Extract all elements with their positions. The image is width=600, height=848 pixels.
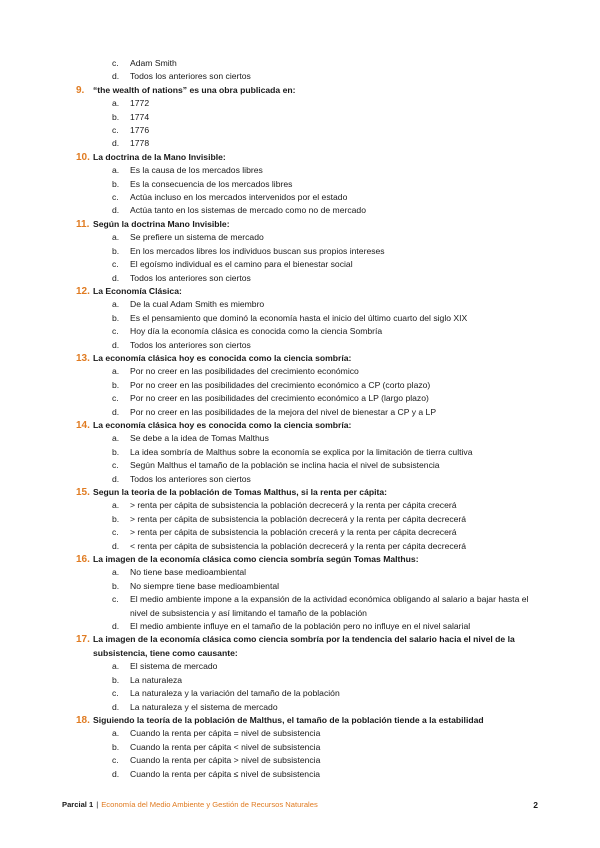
option-text: > renta per cápita de subsistencia la población crecerá y la renta per cápita decrecerá bbox=[130, 527, 457, 538]
option-letter: a. bbox=[112, 299, 120, 310]
page-footer bbox=[62, 800, 538, 810]
option-text: Es la consecuencia de los mercados libres bbox=[130, 178, 293, 189]
question-number: 17. bbox=[76, 634, 90, 646]
footer-course: Economía del Medio Ambiente y Gestión de Recursos Naturales bbox=[101, 800, 318, 809]
page-number: 2 bbox=[533, 800, 538, 810]
answer-option bbox=[76, 473, 546, 486]
question-text: La economía clásica hoy es conocida como la ciencia sombría: bbox=[93, 419, 352, 430]
answer-option bbox=[76, 339, 546, 352]
question-text: Según la doctrina Mano Invisible: bbox=[93, 218, 230, 229]
option-text: No siempre tiene base medioambiental bbox=[130, 580, 280, 591]
question-number: 18. bbox=[76, 714, 90, 726]
option-letter: a. bbox=[112, 728, 120, 739]
question-text: La economía clásica hoy es conocida como la ciencia sombría: bbox=[93, 352, 352, 363]
option-letter: d. bbox=[112, 339, 120, 350]
option-letter: a. bbox=[112, 433, 120, 444]
answer-option bbox=[76, 70, 546, 83]
option-letter: d. bbox=[112, 138, 120, 149]
option-text: > renta per cápita de subsistencia la población decrecerá y la renta per cápita decrecerá bbox=[130, 513, 467, 524]
question-text: La doctrina de la Mano Invisible: bbox=[93, 151, 226, 162]
question-number: 10. bbox=[76, 151, 90, 163]
option-text: Por no creer en las posibilidades del crecimiento económico bbox=[130, 366, 359, 377]
question bbox=[76, 633, 546, 660]
answer-option bbox=[76, 57, 546, 70]
answer-option bbox=[76, 580, 546, 593]
answer-option bbox=[76, 674, 546, 687]
option-text: De la cual Adam Smith es miembro bbox=[130, 299, 265, 310]
option-letter: a. bbox=[112, 232, 120, 243]
answer-option bbox=[76, 312, 546, 325]
option-text: Hoy día la economía clásica es conocida como la ciencia Sombría bbox=[130, 326, 383, 337]
question bbox=[76, 218, 546, 231]
question-text: “the wealth of nations” es una obra publicada en: bbox=[93, 84, 296, 95]
option-letter: d. bbox=[112, 540, 120, 551]
question bbox=[76, 714, 546, 727]
answer-option bbox=[76, 258, 546, 271]
question-number: 16. bbox=[76, 554, 90, 566]
answer-option bbox=[76, 754, 546, 767]
option-letter: c. bbox=[112, 594, 119, 605]
option-text: Es la causa de los mercados libres bbox=[130, 165, 263, 176]
option-letter: d. bbox=[112, 205, 120, 216]
answer-option bbox=[76, 191, 546, 204]
answer-option bbox=[76, 566, 546, 579]
option-text: Actúa tanto en los sistemas de mercado como no de mercado bbox=[130, 205, 366, 216]
option-text: En los mercados libres los individuos buscan sus propios intereses bbox=[130, 245, 385, 256]
option-text: La naturaleza bbox=[130, 674, 183, 685]
option-letter: a. bbox=[112, 567, 120, 578]
option-text: Según Malthus el tamaño de la población se inclina hacia el nivel de subsistencia bbox=[130, 460, 440, 471]
option-text: La idea sombría de Malthus sobre la economía se explica por la limitación de tierra cultiva bbox=[130, 446, 473, 457]
option-text: La naturaleza y el sistema de mercado bbox=[130, 701, 278, 712]
option-letter: d. bbox=[112, 406, 120, 417]
option-text: 1774 bbox=[130, 111, 150, 122]
option-letter: c. bbox=[112, 259, 119, 270]
question bbox=[76, 285, 546, 298]
question bbox=[76, 151, 546, 164]
option-letter: a. bbox=[112, 98, 120, 109]
option-text: Por no creer en las posibilidades del crecimiento económico a LP (largo plazo) bbox=[130, 393, 429, 404]
option-text: No tiene base medioambiental bbox=[130, 567, 247, 578]
answer-option bbox=[76, 406, 546, 419]
option-text: Por no creer en las posibilidades del crecimiento económico a CP (corto plazo) bbox=[130, 379, 431, 390]
option-letter: b. bbox=[112, 513, 120, 524]
question-number: 9. bbox=[76, 84, 85, 96]
footer-label: Parcial 1 bbox=[62, 800, 94, 809]
option-letter: d. bbox=[112, 473, 120, 484]
option-text: Actúa incluso en los mercados intervenidos por el estado bbox=[130, 192, 348, 203]
answer-option bbox=[76, 768, 546, 781]
answer-option bbox=[76, 741, 546, 754]
question-text: La imagen de la economía clásica como ciencia sombría por la tendencia del salario hacia el nivel de la subsistencia, tiene como causante: bbox=[93, 634, 515, 658]
option-letter: b. bbox=[112, 379, 120, 390]
footer-separator: | bbox=[96, 800, 99, 809]
question bbox=[76, 84, 546, 97]
answer-option bbox=[76, 379, 546, 392]
option-text: < renta per cápita de subsistencia la población decrecerá y la renta per cápita decrecerá bbox=[130, 540, 467, 551]
question bbox=[76, 352, 546, 365]
answer-option bbox=[76, 593, 546, 620]
option-letter: d. bbox=[112, 272, 120, 283]
question-list bbox=[76, 57, 546, 781]
answer-option bbox=[76, 124, 546, 137]
option-letter: d. bbox=[112, 701, 120, 712]
option-letter: d. bbox=[112, 621, 120, 632]
option-text: Por no creer en las posibilidades de la mejora del nivel de bienestar a CP y a LP bbox=[130, 406, 437, 417]
option-letter: b. bbox=[112, 741, 120, 752]
question bbox=[76, 553, 546, 566]
question bbox=[76, 419, 546, 432]
answer-option bbox=[76, 137, 546, 150]
question-text: La Economía Clásica: bbox=[93, 285, 182, 296]
option-text: El sistema de mercado bbox=[130, 661, 218, 672]
option-letter: c. bbox=[112, 755, 119, 766]
answer-option bbox=[76, 178, 546, 191]
answer-option bbox=[76, 231, 546, 244]
question-number: 15. bbox=[76, 487, 90, 498]
answer-option bbox=[76, 446, 546, 459]
option-text: Cuando la renta per cápita ≤ nivel de subsistencia bbox=[130, 768, 321, 779]
answer-option bbox=[76, 432, 546, 445]
option-letter: b. bbox=[112, 312, 120, 323]
answer-option bbox=[76, 164, 546, 177]
question-number: 12. bbox=[76, 285, 90, 297]
option-letter: c. bbox=[112, 192, 119, 203]
option-letter: d. bbox=[112, 71, 120, 82]
option-letter: b. bbox=[112, 178, 120, 189]
option-letter: c. bbox=[112, 58, 119, 68]
answer-option bbox=[76, 298, 546, 311]
answer-option bbox=[76, 701, 546, 714]
answer-option bbox=[76, 245, 546, 258]
option-text: El medio ambiente impone a la expansión de la actividad económica obligando al salario a bajar hasta el nivel de subsistencia y así limitando el tamaño de la población bbox=[130, 594, 529, 618]
answer-option bbox=[76, 111, 546, 124]
option-letter: c. bbox=[112, 688, 119, 699]
question-text: La imagen de la economía clásica como ciencia sombría según Tomas Malthus: bbox=[93, 554, 419, 565]
option-letter: c. bbox=[112, 393, 119, 404]
answer-option bbox=[76, 97, 546, 110]
option-text: El egoísmo individual es el camino para el bienestar social bbox=[130, 259, 353, 270]
answer-option bbox=[76, 660, 546, 673]
answer-option bbox=[76, 620, 546, 633]
option-letter: a. bbox=[112, 661, 120, 672]
option-text: 1772 bbox=[130, 98, 150, 109]
option-text: > renta per cápita de subsistencia la población decrecerá y la renta per cápita crecerá bbox=[130, 500, 457, 511]
option-text: Todos los anteriores son ciertos bbox=[130, 272, 251, 283]
question-number: 14. bbox=[76, 419, 90, 431]
answer-option bbox=[76, 687, 546, 700]
option-text: Adam Smith bbox=[130, 58, 177, 68]
option-letter: a. bbox=[112, 500, 120, 511]
option-letter: b. bbox=[112, 245, 120, 256]
question-text: Segun la teoria de la población de Tomas Malthus, si la renta per cápita: bbox=[93, 487, 388, 497]
answer-option bbox=[76, 272, 546, 285]
option-letter: c. bbox=[112, 460, 119, 471]
question bbox=[76, 486, 546, 499]
option-text: Cuando la renta per cápita > nivel de subsistencia bbox=[130, 755, 321, 766]
option-letter: c. bbox=[112, 326, 119, 337]
option-text: El medio ambiente influye en el tamaño de la población pero no influye en el nivel salarial bbox=[130, 621, 471, 632]
option-text: Cuando la renta per cápita = nivel de subsistencia bbox=[130, 728, 321, 739]
option-letter: a. bbox=[112, 366, 120, 377]
answer-option bbox=[76, 325, 546, 338]
answer-option bbox=[76, 513, 546, 526]
answer-option bbox=[76, 499, 546, 512]
option-text: 1776 bbox=[130, 125, 150, 136]
answer-option bbox=[76, 204, 546, 217]
option-text: Es el pensamiento que dominó la economía hasta el inicio del último cuarto del siglo XIX bbox=[130, 312, 468, 323]
answer-option bbox=[76, 727, 546, 740]
question-number: 11. bbox=[76, 218, 90, 230]
answer-option bbox=[76, 526, 546, 539]
option-text: La naturaleza y la variación del tamaño de la población bbox=[130, 688, 340, 699]
option-letter: b. bbox=[112, 111, 120, 122]
option-letter: c. bbox=[112, 527, 119, 538]
option-letter: b. bbox=[112, 580, 120, 591]
question-number: 13. bbox=[76, 352, 90, 364]
option-text: Se debe a la idea de Tomas Malthus bbox=[130, 433, 269, 444]
option-letter: d. bbox=[112, 768, 120, 779]
answer-option bbox=[76, 459, 546, 472]
option-letter: a. bbox=[112, 165, 120, 176]
answer-option bbox=[76, 392, 546, 405]
option-text: Cuando la renta per cápita < nivel de subsistencia bbox=[130, 741, 321, 752]
question-text: Siguiendo la teoría de la población de Malthus, el tamaño de la población tiende a la estabilidad bbox=[93, 714, 484, 725]
answer-option bbox=[76, 540, 546, 553]
option-text: Se prefiere un sistema de mercado bbox=[130, 232, 264, 243]
footer-left bbox=[62, 800, 318, 810]
option-text: Todos los anteriores son ciertos bbox=[130, 71, 251, 82]
option-letter: c. bbox=[112, 125, 119, 136]
option-text: Todos los anteriores son ciertos bbox=[130, 339, 251, 350]
answer-option bbox=[76, 365, 546, 378]
option-text: Todos los anteriores son ciertos bbox=[130, 473, 251, 484]
option-letter: b. bbox=[112, 674, 120, 685]
option-text: 1778 bbox=[130, 138, 150, 149]
option-letter: b. bbox=[112, 446, 120, 457]
